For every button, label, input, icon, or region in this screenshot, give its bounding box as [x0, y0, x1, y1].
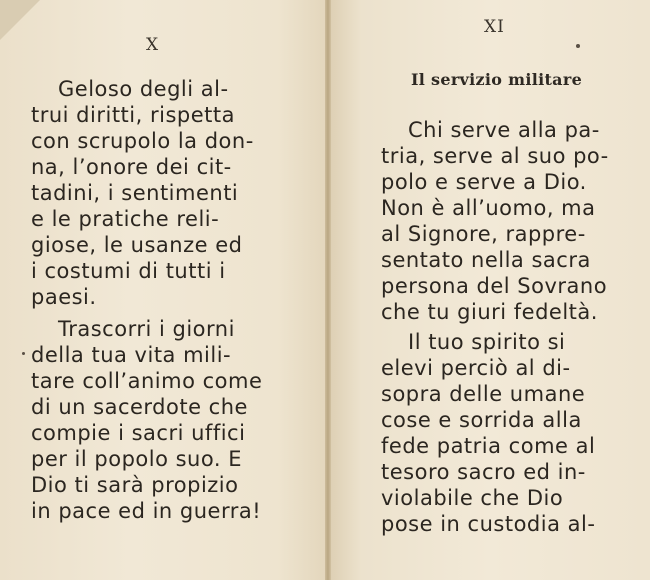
text-line: i costumi di tutti i: [31, 259, 226, 283]
text-line: tesoro sacro ed in-: [381, 460, 586, 484]
right-page-number: XI: [484, 17, 505, 37]
text-line: tadini, i sentimenti: [31, 181, 239, 205]
text-line: cose e sorrida alla: [381, 408, 582, 432]
text-line: tare coll’animo come: [31, 369, 263, 393]
text-line: pose in custodia al-: [381, 512, 596, 536]
section-heading: Il servizio militare: [411, 70, 583, 89]
text-line: compie i sacri uffici: [31, 421, 246, 445]
ink-speck: [576, 44, 580, 48]
text-line: polo e serve a Dio.: [381, 170, 587, 194]
text-line: della tua vita mili-: [31, 343, 232, 367]
text-line: Non è all’uomo, ma: [381, 196, 596, 220]
text-line: di un sacerdote che: [31, 395, 248, 419]
text-line: giose, le usanze ed: [31, 233, 243, 257]
text-line: fede patria come al: [381, 434, 596, 458]
text-line: Il tuo spirito si: [408, 330, 566, 354]
ink-speck: [22, 352, 25, 355]
text-line: sopra delle umane: [381, 382, 586, 406]
text-line: persona del Sovrano: [381, 274, 608, 298]
text-line: in pace ed in guerra!: [31, 499, 262, 523]
text-line: na, l’onore dei cit-: [31, 155, 232, 179]
text-line: Chi serve alla pa-: [408, 118, 600, 142]
text-line: Dio ti sarà propizio: [31, 473, 239, 497]
text-line: al Signore, rappre-: [381, 222, 586, 246]
left-page-number: X: [146, 35, 160, 55]
text-line: Geloso degli al-: [58, 77, 229, 101]
text-line: tria, serve al suo po-: [381, 144, 609, 168]
text-line: e le pratiche reli-: [31, 207, 220, 231]
page-corner-shadow: [0, 0, 40, 40]
text-line: sentato nella sacra: [381, 248, 591, 272]
text-line: con scrupolo la don-: [31, 129, 254, 153]
text-line: violabile che Dio: [381, 486, 564, 510]
text-line: Trascorri i giorni: [58, 317, 235, 341]
book-gutter: [325, 0, 331, 580]
text-line: che tu giuri fedeltà.: [381, 300, 598, 324]
text-line: per il popolo suo. E: [31, 447, 242, 471]
text-line: trui diritti, rispetta: [31, 103, 235, 127]
text-line: elevi perciò al di-: [381, 356, 571, 380]
text-line: paesi.: [31, 285, 97, 309]
